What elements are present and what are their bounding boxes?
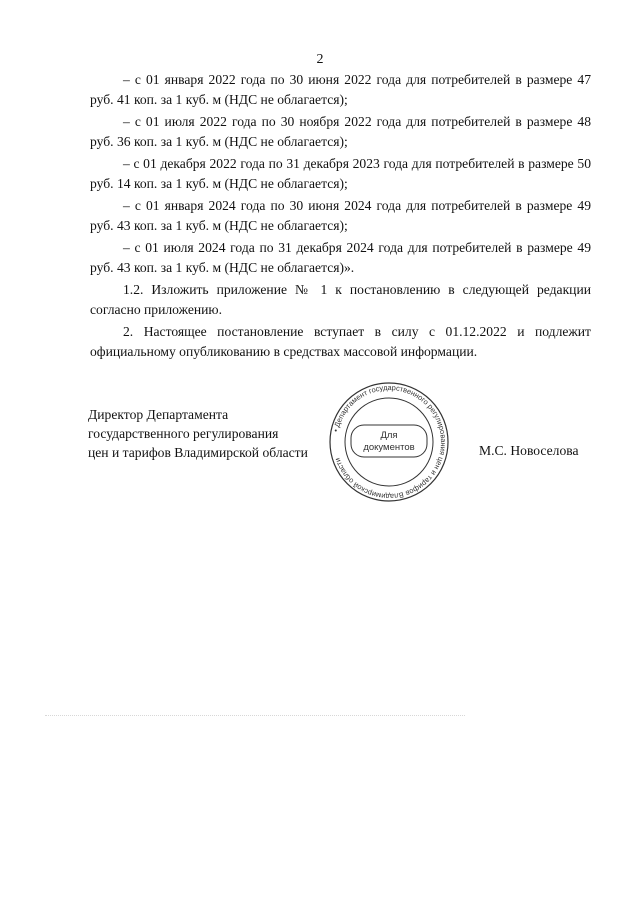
signatory-name: М.С. Новоселова — [479, 443, 579, 458]
page-number: 2 — [316, 52, 324, 67]
tariff-item-3: – с 01 декабря 2022 года по 31 декабря 2023 года для потребителей в размере 50 руб. 14 коп. за 1 куб. м (НДС не облагается); — [90, 156, 591, 191]
tariff-item-4: – с 01 января 2024 года по 30 июня 2024 года для потребителей в размере 49 руб. 43 коп. за 1 куб. м (НДС не облагается); — [90, 198, 591, 233]
official-stamp — [327, 380, 451, 504]
signatory-title-line: цен и тарифов Владимирской области — [88, 445, 308, 460]
signatory-title-line: государственного регулирования — [88, 426, 279, 441]
tariff-item-2: – с 01 июля 2022 года по 30 ноября 2022 года для потребителей в размере 48 руб. 36 коп. за 1 куб. м (НДС не облагается); — [90, 114, 591, 149]
stamp-ring-text: • Департамент государственного регулирования цен и тарифов Владимирской области — [331, 382, 449, 502]
tariff-item-1: – с 01 января 2022 года по 30 июня 2022 года для потребителей в размере 47 руб. 41 коп. за 1 куб. м (НДС не облагается); — [90, 72, 591, 107]
document-body — [90, 70, 591, 364]
clause-2: 2. Настоящее постановление вступает в силу с 01.12.2022 и подлежит официальному опубликованию в средствах массовой информации. — [90, 324, 591, 359]
scan-artifact-line — [45, 715, 465, 718]
clause-1-2: 1.2. Изложить приложение № 1 к постановлению в следующей редакции согласно приложению. — [90, 282, 591, 317]
signatory-title — [88, 405, 308, 462]
signatory-title-line: Директор Департамента — [88, 407, 229, 422]
tariff-item-5: – с 01 июля 2024 года по 31 декабря 2024 года для потребителей в размере 49 руб. 43 коп. за 1 куб. м (НДС не облагается)». — [90, 240, 591, 275]
stamp-center-line1: Для — [380, 430, 398, 441]
stamp-center-line2: документов — [363, 442, 415, 453]
